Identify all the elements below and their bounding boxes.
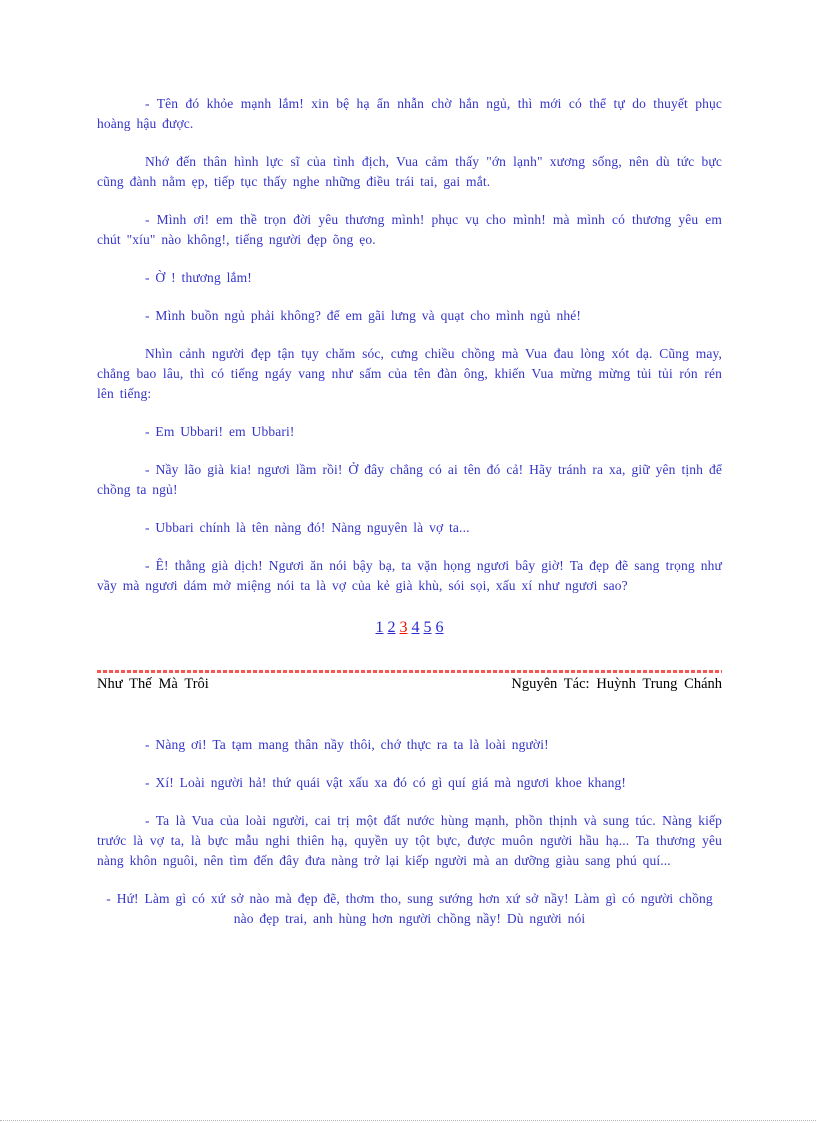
page-link-3-current: 3 — [399, 619, 408, 636]
paragraph: - Nầy lão già kia! ngươi lầm rồi! Ở đây chẳng có ai tên đó cả! Hãy tránh ra xa, giữ yên tịnh để chồng ta ngủ! — [97, 462, 722, 497]
paragraph: - Xí! Loài người hả! thứ quái vật xấu xa đó có gì quí giá mà ngươi khoe khang! — [145, 775, 626, 790]
page-bottom-dotted-edge — [0, 1120, 816, 1121]
paragraph: - Hứ! Làm gì có xứ sở nào mà đẹp đẽ, thơm tho, sung sướng hơn xứ sở nầy! Làm gì có người chồng nào đẹp trai, anh hùng hơn người chồng nầy! Dù người nói — [106, 891, 713, 926]
section-divider-line — [97, 670, 722, 673]
paragraph: - Em Ubbari! em Ubbari! — [145, 424, 295, 439]
story-title: Như Thế Mà Trôi — [97, 676, 209, 692]
page-link-5[interactable]: 5 — [423, 619, 432, 636]
story-author: Nguyên Tác: Huỳnh Trung Chánh — [511, 676, 722, 692]
pagination — [97, 619, 722, 637]
page-link-2[interactable]: 2 — [387, 619, 396, 636]
story-text-top — [97, 94, 722, 596]
paragraph: - Ta là Vua của loài người, cai trị một đất nước hùng mạnh, phồn thịnh và sung túc. Nàng kiếp trước là vợ ta, là bực mẫu nghi thiên hạ, quyền uy tột bực, được muôn người hầu hạ... Ta thương yêu nàng khôn nguôi, nên tìm đến đây đưa nàng trở lại kiếp người mà an dưỡng giàu sang phú quí... — [97, 813, 722, 868]
page-link-4[interactable]: 4 — [411, 619, 420, 636]
running-header — [97, 675, 722, 694]
paragraph: Nhớ đến thân hình lực sĩ của tình địch, Vua cảm thấy "ớn lạnh" xương sống, nên dù tức bực cũng đành nằm ẹp, tiếp tục thấy nghe những điều trái tai, gai mắt. — [97, 154, 722, 189]
paragraph: - Mình buồn ngủ phải không? để em gãi lưng và quạt cho mình ngủ nhé! — [145, 308, 581, 323]
paragraph: - Nàng ơi! Ta tạm mang thân nầy thôi, chớ thực ra ta là loài người! — [145, 737, 549, 752]
page-link-1[interactable]: 1 — [375, 619, 384, 636]
page-link-6[interactable]: 6 — [435, 619, 444, 636]
paragraph: Nhìn cảnh người đẹp tận tụy chăm sóc, cưng chiều chồng mà Vua đau lòng xót dạ. Cũng may, chẳng bao lâu, thì có tiếng ngáy vang như sấm của tên đàn ông, khiến Vua mừng mừng tủi tủi rón rén lên tiếng: — [97, 346, 722, 401]
paragraph: - Ờ ! thương lắm! — [145, 270, 252, 285]
paragraph: - Tên đó khỏe mạnh lắm! xin bệ hạ ẩn nhẫn chờ hắn ngủ, thì mới có thể tự do thuyết phục hoàng hậu được. — [97, 96, 722, 131]
paragraph: - Mình ơi! em thề trọn đời yêu thương mình! phục vụ cho mình! mà mình có thương yêu em chút "xíu" nào không!, tiếng người đẹp õng ẹo. — [97, 212, 722, 247]
paragraph: - Ubbari chính là tên nàng đó! Nàng nguyên là vợ ta... — [145, 520, 470, 535]
story-text-bottom — [97, 735, 722, 929]
paragraph: - Ê! thằng già dịch! Ngươi ăn nói bậy bạ, ta vặn họng ngươi bây giờ! Ta đẹp đẽ sang trọng như vầy mà ngươi dám mở miệng nói ta là vợ của kẻ già khù, sói sọi, xấu xí như ngươi sao? — [97, 558, 722, 593]
